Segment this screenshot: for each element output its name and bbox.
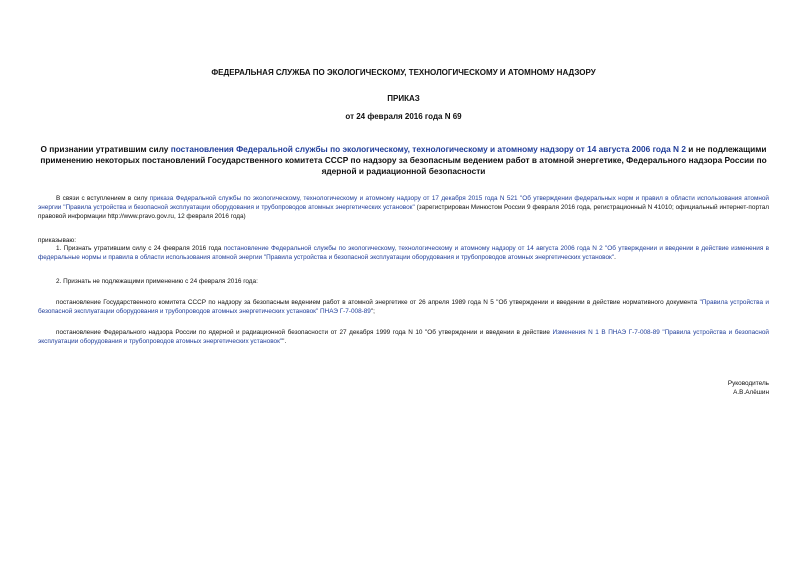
signature-position: Руководитель [727,380,769,387]
preamble-link[interactable]: приказа Федеральной службы по экологическому, технологическому и атомному надзору от 17 декабря 2015 года N 521 "Об утверждении федеральных норм и правил в области использования атомной энергии "Правила устройства и безопасной эксплуатации оборудования и трубопроводов атомных энергетических установок" [38,195,769,211]
title-link[interactable]: постановления Федеральной службы по экологическому, технологическому и атомному надзору от 14 августа 2006 года N 2 [170,144,686,154]
item-2-1-text-start: постановление Государственного комитета СССР по надзору за безопасным ведением работ в атомной энергетике от 26 апреля 1989 года N 5 "Об утверждении и введении в действие нормативного документа [56,299,700,306]
document-type: ПРИКАЗ [387,94,420,103]
document-date: от 24 февраля 2016 года N 69 [345,112,462,121]
signature-block [728,379,769,397]
paragraph-preamble [38,194,769,221]
paragraph-order-word: приказываю: [38,237,76,244]
title-text-end: и не подлежащими применению некоторых постановлений Государственного комитета СССР по надзору за безопасным ведением работ в атомной энергетике, Федерального надзора России по ядерной и радиационной безопасности [40,144,767,176]
paragraph-item-1 [38,244,769,262]
item-1-link[interactable]: постановление Федеральной службы по экологическому, технологическому и атомному надзору от 14 августа 2006 года N 2 "Об утверждении и введении в действие изменения в федеральные нормы и правила в области использования атомной энергии "Правила устройства и безопасной эксплуатации оборудования и трубопроводов атомных энергетических установок" [38,245,769,261]
item-2-1-text-end: "; [370,308,375,315]
item-2-1-link[interactable]: "Правила устройства и безопасной эксплуатации оборудования и трубопроводов атомных энергетических установок" ПНАЭ Г-7-008-89 [38,299,769,315]
item-2-2-text-start: постановление Федерального надзора России по ядерной и радиационной безопасности от 27 декабря 1999 года N 10 "Об утверждении и введении в действие [56,329,553,336]
preamble-text-end: (зарегистрирован Минюстом России 9 февраля 2016 года, регистрационный N 41010; официальный интернет-портал правовой информации http://www.pravo.gov.ru, 12 февраля 2016 года) [38,204,769,220]
item-2-2-text-end: ". [282,338,287,345]
signature-name: А.В.Алёшин [733,389,769,396]
title-text-start: О признании утратившим силу [40,144,171,154]
paragraph-item-2-2 [38,328,769,346]
item-1-text-start: 1. Признать утратившим силу с 24 февраля 2016 года [56,245,224,252]
paragraph-item-2-1 [38,298,769,316]
paragraph-item-2: 2. Признать не подлежащими применению с 24 февраля 2016 года: [56,278,258,285]
item-2-2-link[interactable]: Изменения N 1 В ПНАЭ Г-7-008-89 "Правила устройства и безопасной эксплуатации оборудования и трубопроводов атомных энергетических установок" [38,329,770,345]
issuing-organization: ФЕДЕРАЛЬНАЯ СЛУЖБА ПО ЭКОЛОГИЧЕСКОМУ, ТЕХНОЛОГИЧЕСКОМУ И АТОМНОМУ НАДЗОРУ [211,68,596,77]
document-title [40,144,767,177]
item-1-text-end: . [614,254,616,261]
preamble-text-start: В связи с вступлением в силу [56,195,150,202]
